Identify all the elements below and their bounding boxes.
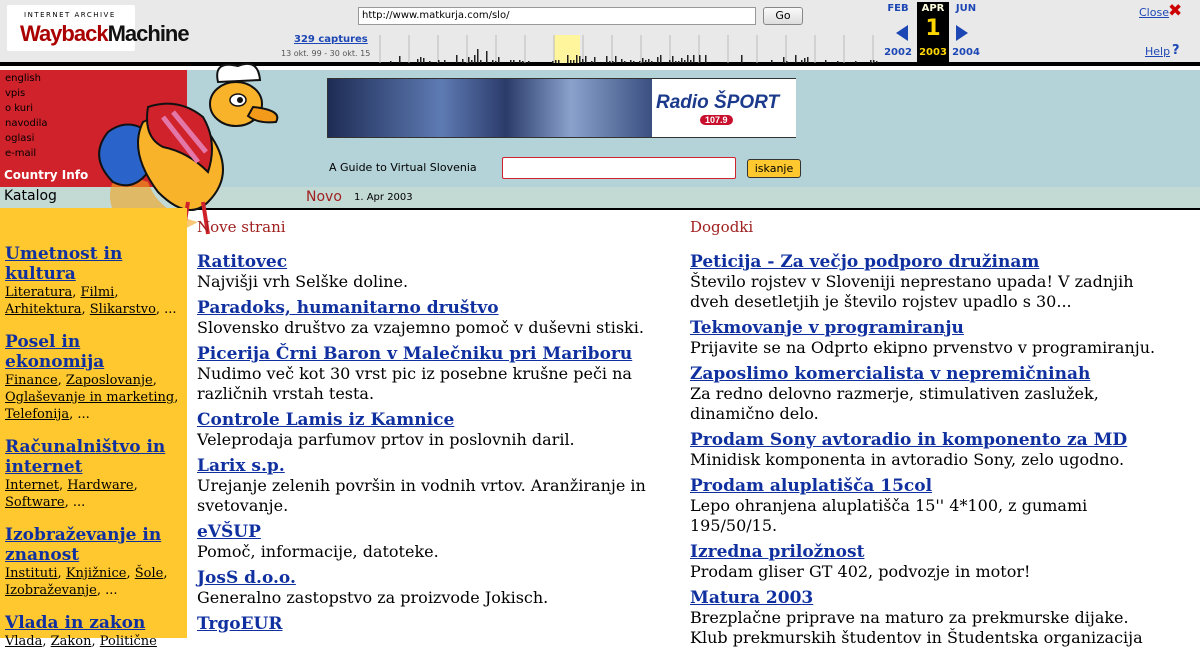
- news-item: [690, 542, 1170, 582]
- capture-bar: [651, 61, 653, 63]
- capture-bar: [417, 59, 419, 63]
- category-title-link[interactable]: Umetnost in kultura: [5, 244, 123, 284]
- news-item-title-link[interactable]: Ratitovec: [197, 252, 288, 272]
- capture-bar: [591, 61, 593, 63]
- capture-bar: [438, 60, 440, 63]
- capture-bar: [390, 61, 392, 63]
- capture-bar: [741, 55, 743, 63]
- prev-month[interactable]: FEB: [887, 3, 909, 14]
- subcategory-link[interactable]: Slikarstvo: [89, 302, 156, 317]
- subcategory-link[interactable]: Internet: [5, 478, 59, 493]
- capture-bar: [669, 60, 671, 63]
- news-item-title-link[interactable]: TrgoEUR: [197, 614, 283, 634]
- category-block: [5, 332, 183, 423]
- capture-bar: [615, 56, 617, 63]
- news-item-description: Generalno zastopstvo za proizvode Jokisch.: [197, 588, 549, 607]
- capture-bar: [642, 58, 644, 63]
- news-item: [197, 252, 675, 292]
- category-block: [5, 613, 183, 650]
- next-year[interactable]: 2004: [952, 47, 980, 58]
- capture-bar: [573, 60, 575, 63]
- capture-bar: [612, 61, 614, 63]
- next-month[interactable]: JUN: [955, 3, 977, 14]
- current-day: 1: [925, 16, 941, 41]
- logo-internet-archive: INTERNET ARCHIVE: [24, 11, 116, 19]
- capture-bar: [462, 59, 464, 63]
- close-link[interactable]: Close: [1139, 6, 1169, 19]
- ad-banner[interactable]: [327, 78, 796, 138]
- subcategory-link[interactable]: Politične: [99, 634, 157, 649]
- subcategory-links: Internet, Hardware, Software, ...: [5, 478, 138, 510]
- top-nav-link[interactable]: vpis: [5, 88, 26, 99]
- capture-bar: [474, 55, 476, 63]
- subcategory-links: Finance, Zaposlovanje, Oglaševanje in marketing, Telefonija, ...: [5, 373, 179, 422]
- katalog-label[interactable]: Katalog: [0, 187, 187, 208]
- banner-logo-panel: [652, 79, 796, 137]
- dogodki-heading: Dogodki: [690, 218, 754, 236]
- capture-bar: [468, 57, 470, 63]
- capture-bar: [684, 60, 686, 63]
- subcategory-link[interactable]: Instituti: [5, 566, 58, 581]
- news-item-title-link[interactable]: Izredna priložnost: [690, 542, 865, 562]
- category-list: [5, 244, 183, 664]
- subcategory-links: Vlada, Zakon, Politične: [5, 634, 157, 649]
- news-item-title-link[interactable]: JosS d.o.o.: [197, 568, 296, 588]
- capture-bar: [837, 61, 839, 63]
- subcategory-link[interactable]: Oglaševanje in marketing: [5, 390, 175, 405]
- capture-bar: [609, 61, 611, 63]
- capture-bar: [693, 55, 695, 63]
- captures-range: 13 okt. 99 - 30 okt. 15: [281, 49, 371, 58]
- subcategory-link[interactable]: Software: [5, 495, 65, 510]
- news-item-title-link[interactable]: Controle Lamis iz Kamnice: [197, 410, 455, 430]
- news-item: [197, 456, 675, 516]
- capture-bar: [678, 61, 680, 63]
- news-item-title-link[interactable]: Matura 2003: [690, 588, 814, 608]
- news-item-title-link[interactable]: Prodam aluplatišča 15col: [690, 476, 933, 496]
- news-item-title-link[interactable]: eVŠUP: [197, 522, 261, 542]
- news-item: [690, 318, 1170, 358]
- capture-bar: [876, 61, 878, 63]
- news-item: [197, 344, 675, 404]
- capture-bar: [594, 57, 596, 63]
- category-title-link[interactable]: Izobraževanje in znanost: [5, 525, 162, 565]
- capture-bar: [429, 61, 431, 63]
- news-item-description: Nudimo več kot 30 vrst pic iz posebne krušne peči na različnih vrstah testa.: [197, 364, 632, 403]
- capture-bar: [471, 60, 473, 63]
- capture-bar: [582, 59, 584, 63]
- news-item-description: Slovensko društvo za vzajemno pomoč v duševni stiski.: [197, 318, 644, 337]
- capture-bar: [477, 49, 479, 63]
- capture-bar: [399, 56, 401, 63]
- news-item-description: Veleprodaja parfumov prtov in poslovnih daril.: [197, 430, 575, 449]
- news-item-description: Število rojstev v Sloveniji neprestano upada! V zadnjih dveh desetletjih je število rojstev upadlo s 30...: [690, 272, 1134, 311]
- capture-bar: [555, 60, 557, 63]
- capture-bar: [633, 61, 635, 63]
- capture-bar: [681, 58, 683, 63]
- news-item: [690, 430, 1170, 470]
- subcategory-links: Literatura, Filmi, Arhitektura, Slikarstvo, ...: [5, 285, 177, 317]
- capture-bar: [690, 60, 692, 63]
- capture-bar: [795, 55, 797, 63]
- capture-bar: [558, 60, 560, 63]
- guide-label: A Guide to Virtual Slovenia: [329, 161, 477, 174]
- category-block: [5, 244, 183, 318]
- news-item-description: Prodam gliser GT 402, podvozje in motor!: [690, 562, 1031, 581]
- banner-frequency: 107.9: [700, 115, 733, 125]
- capture-bar: [855, 61, 857, 63]
- subcategory-link[interactable]: Arhitektura: [5, 302, 82, 317]
- capture-bar: [687, 55, 689, 63]
- news-item-description: Pomoč, informacije, datoteke.: [197, 542, 439, 561]
- capture-bar: [630, 60, 632, 63]
- top-nav-link[interactable]: english: [5, 73, 41, 84]
- capture-bar: [513, 60, 515, 63]
- divider: [187, 208, 1200, 210]
- capture-bar: [639, 61, 641, 63]
- capture-bar: [570, 60, 572, 63]
- subcategory-links: Instituti, Knjižnice, Šole, Izobraževanje, ...: [5, 566, 168, 598]
- news-item-title-link[interactable]: Paradoks, humanitarno društvo: [197, 298, 499, 318]
- capture-bar: [648, 59, 650, 63]
- capture-bar: [699, 55, 701, 63]
- news-item-title-link[interactable]: Larix s.p.: [197, 456, 285, 476]
- current-year: 2003: [919, 47, 947, 58]
- capture-bar: [495, 61, 497, 63]
- capture-bar: [672, 56, 674, 63]
- capture-bar: [486, 51, 488, 63]
- subcategory-link[interactable]: Izobraževanje: [5, 583, 97, 598]
- capture-bar: [771, 60, 773, 63]
- logo-wayback-machine: WaybackMachine: [20, 21, 189, 46]
- capture-bar: [804, 58, 806, 63]
- capture-bar: [510, 60, 512, 63]
- banner-brand: Radio ŠPORT: [656, 92, 780, 113]
- news-item: [690, 588, 1170, 648]
- capture-bar: [705, 55, 707, 63]
- close-icon[interactable]: ✖: [1168, 1, 1183, 21]
- category-block: [5, 525, 183, 599]
- capture-bar: [522, 61, 524, 63]
- subcategory-link[interactable]: Filmi: [80, 285, 115, 300]
- capture-bar: [825, 60, 827, 63]
- capture-bar: [786, 61, 788, 63]
- wayback-go-button[interactable]: Go: [763, 7, 803, 25]
- capture-bar: [873, 60, 875, 63]
- current-capture: [917, 2, 949, 62]
- capture-bar: [657, 57, 659, 63]
- news-item: [690, 364, 1170, 424]
- capture-bar: [492, 60, 494, 63]
- news-item-title-link[interactable]: Zaposlimo komercialista v nepremičninah: [690, 364, 1091, 384]
- news-item-description: Brezplačne priprave na maturo za prekmurske dijake. Klub prekmurskih študentov in Študentska organizacija: [690, 608, 1143, 647]
- subcategory-link[interactable]: Literatura: [5, 285, 73, 300]
- subcategory-link[interactable]: Finance: [5, 373, 58, 388]
- category-block: [5, 437, 183, 511]
- news-item: [197, 614, 675, 634]
- capture-bar: [444, 60, 446, 63]
- captures-sparkline[interactable]: [380, 35, 878, 63]
- news-item: [197, 568, 675, 608]
- wayback-logo[interactable]: [7, 5, 189, 51]
- search-button[interactable]: iskanje: [747, 159, 801, 178]
- capture-bar: [423, 58, 425, 63]
- wayback-toolbar: [0, 0, 1200, 66]
- news-item-description: Za redno delovno razmerje, stimulativen zaslužek, dinamično delo.: [690, 384, 1099, 423]
- news-item-description: Lepo ohranjena aluplatišča 15'' 4*100, z gumami 195/50/15.: [690, 496, 1088, 535]
- news-item: [690, 476, 1170, 536]
- capture-bar: [783, 57, 785, 63]
- subcategory-link[interactable]: Šole: [134, 566, 164, 581]
- nove-strani-heading: Nove strani: [197, 218, 286, 236]
- banner-image: [328, 79, 652, 137]
- news-item-description: Najvišji vrh Selške doline.: [197, 272, 409, 291]
- category-title-link[interactable]: Posel in ekonomija: [5, 332, 105, 372]
- top-nav-link[interactable]: e-mail: [5, 148, 37, 159]
- search-input[interactable]: [502, 157, 736, 179]
- capture-bar: [801, 60, 803, 63]
- capture-bar: [528, 61, 530, 63]
- top-nav-link[interactable]: navodila: [5, 118, 48, 129]
- top-nav: [5, 71, 48, 161]
- subcategory-link[interactable]: Hardware: [67, 478, 134, 493]
- capture-bar: [660, 55, 662, 63]
- prev-capture-arrow-icon[interactable]: [896, 25, 908, 41]
- news-item-description: Urejanje zelenih površin in vodnih vrtov. Aranžiranje in svetovanje.: [197, 476, 646, 515]
- capture-bar: [645, 60, 647, 63]
- next-capture-arrow-icon[interactable]: [956, 25, 968, 41]
- capture-bar: [576, 55, 578, 63]
- top-nav-link[interactable]: o kuri: [5, 103, 34, 114]
- news-item: [197, 298, 675, 338]
- capture-bar: [621, 59, 623, 63]
- capture-bar: [498, 57, 500, 63]
- news-item: [197, 522, 675, 562]
- subcategory-link[interactable]: Vlada: [5, 634, 43, 649]
- current-month: APR: [921, 3, 945, 14]
- top-nav-link[interactable]: oglasi: [5, 133, 35, 144]
- category-title-link[interactable]: Računalništvo in internet: [5, 437, 166, 477]
- news-item-title-link[interactable]: Prodam Sony avtoradio in komponento za MD: [690, 430, 1128, 450]
- prev-year[interactable]: 2002: [884, 47, 912, 58]
- news-item-title-link[interactable]: Picerija Črni Baron v Malečniku pri Mariboru: [197, 344, 633, 364]
- capture-bar: [579, 56, 581, 63]
- country-info-link[interactable]: Country Info: [0, 166, 118, 187]
- news-item-description: Prijavite se na Odprto ekipno prvenstvo v programiranju.: [690, 338, 1156, 357]
- capture-bar: [624, 61, 626, 63]
- news-item-description: Minidisk komponenta in avtoradio Sony, zelo ugodno.: [690, 450, 1125, 469]
- dogodki-list: [690, 252, 1170, 654]
- capture-bar: [807, 57, 809, 63]
- capture-bar: [480, 60, 482, 63]
- captures-link[interactable]: 329 captures: [294, 34, 368, 45]
- help-icon[interactable]: ?: [1172, 43, 1180, 58]
- news-item: [197, 410, 675, 450]
- capture-bar: [552, 61, 554, 63]
- capture-bar: [675, 61, 677, 63]
- current-date: 1. Apr 2003: [354, 192, 413, 203]
- subcategory-link[interactable]: Zakon: [50, 634, 92, 649]
- news-item: [690, 252, 1170, 312]
- subcategory-link[interactable]: Zaposlovanje: [65, 373, 153, 388]
- subcategory-link[interactable]: Knjižnice: [65, 566, 127, 581]
- nove-strani-list: [197, 252, 675, 640]
- news-item-title-link[interactable]: Tekmovanje v programiranju: [690, 318, 964, 338]
- capture-bar: [567, 55, 569, 63]
- capture-bar: [606, 56, 608, 63]
- novo-label: Novo: [306, 189, 342, 205]
- category-title-link[interactable]: Vlada in zakon: [5, 613, 146, 633]
- capture-bar: [456, 55, 458, 63]
- capture-bar: [519, 60, 521, 63]
- news-item-title-link[interactable]: Peticija - Za večjo podporo družinam: [690, 252, 1040, 272]
- subcategory-link[interactable]: Telefonija: [5, 407, 70, 422]
- capture-bar: [585, 56, 587, 63]
- capture-bar: [870, 60, 872, 63]
- capture-bar: [420, 57, 422, 63]
- wayback-url-input[interactable]: http://www.matkurja.com/slo/: [358, 7, 756, 25]
- help-link[interactable]: Help: [1145, 45, 1171, 58]
